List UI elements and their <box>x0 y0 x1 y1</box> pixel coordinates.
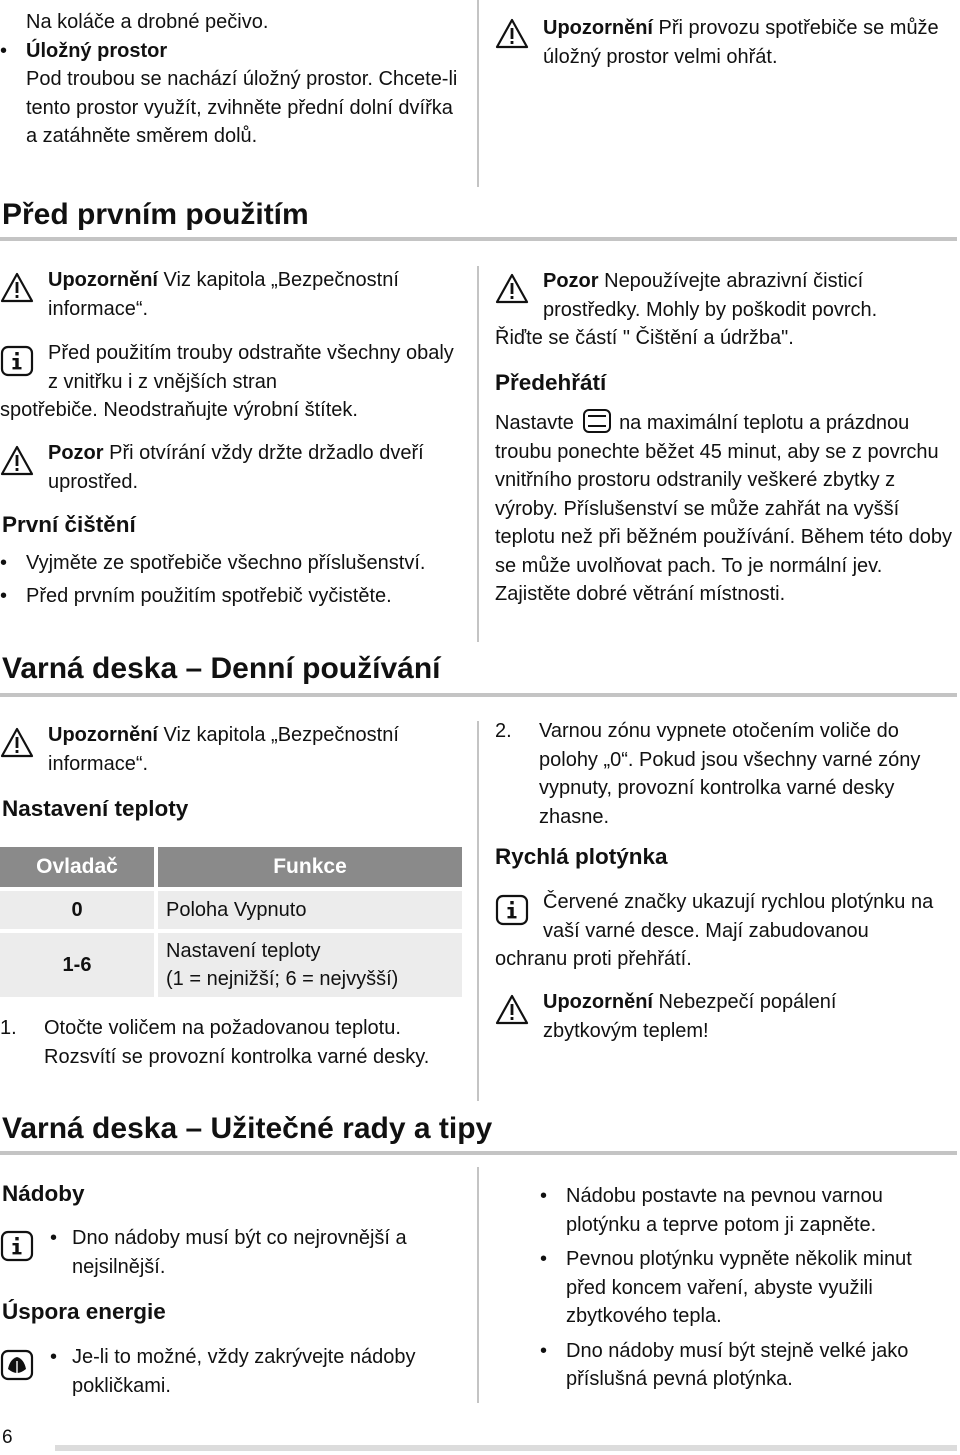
section-title-daily-use: Varná deska – Denní používání <box>2 652 441 685</box>
table-cell-function <box>154 933 462 1001</box>
first-cleaning-title: První čištění <box>2 512 136 537</box>
table-header-row <box>0 847 462 891</box>
table-row <box>0 933 462 1001</box>
info-text-continued: ochranu proti přehřátí. <box>495 948 692 970</box>
energy-saving-title: Úspora energie <box>2 1299 166 1324</box>
storage-warning <box>495 14 945 71</box>
section-rule <box>0 693 957 697</box>
warning-label: Upozornění <box>48 269 158 291</box>
residual-heat-warning <box>495 988 915 1045</box>
warning-icon <box>495 273 529 305</box>
warning-icon <box>495 18 529 50</box>
list-item: • Vyjměte ze spotřebiče všechno příslušenství. <box>0 549 455 578</box>
tips-list <box>540 1182 957 1394</box>
abrasive-caution <box>495 267 957 353</box>
step-number: 1. <box>0 1017 17 1039</box>
section-rule <box>0 1151 957 1155</box>
packaging-info <box>0 339 460 425</box>
warning-icon <box>495 994 529 1026</box>
table-header-control: Ovladač <box>0 847 154 891</box>
pastry-line: Na koláče a drobné pečivo. <box>26 11 269 33</box>
warning-text: Viz kapitola „Bezpečnostní informace“. <box>48 724 399 775</box>
warning-label: Upozornění <box>48 724 158 746</box>
page-number: 6 <box>2 1427 13 1448</box>
info-text: Před použitím trouby odstraňte všechny obaly z vnitřku i z vnějších stran <box>48 342 454 393</box>
preheat-title: Předehřátí <box>495 370 607 395</box>
daily-use-warning <box>0 721 460 778</box>
warning-text: Viz kapitola „Bezpečnostní informace“. <box>48 269 399 320</box>
function-line: (1 = nejnižší; 6 = nejvyšší) <box>166 968 399 990</box>
pots-title: Nádoby <box>2 1181 85 1206</box>
warning-label: Upozornění <box>543 17 653 39</box>
cleaning-reference: Řiďte se částí " Čištění a údržba". <box>495 327 794 349</box>
list-item: • Pevnou plotýnku vypněte několik minut před koncem vaření, abyste využili zbytkového tepla. <box>540 1245 957 1331</box>
storage-bullet <box>0 37 460 151</box>
storage-title: Úložný prostor <box>26 39 168 62</box>
column-divider <box>477 0 479 187</box>
function-line: Nastavení teploty <box>166 939 321 962</box>
preheat-text-start: Nastavte <box>495 412 574 434</box>
column-divider <box>477 266 479 642</box>
column-divider <box>477 721 479 1101</box>
control-table <box>0 847 462 1001</box>
step-2 <box>495 717 957 831</box>
warning-label: Upozornění <box>543 991 653 1013</box>
caution-text: Nepoužívejte abrazivní čisticí prostředky. Mohly by poškodit povrch. <box>543 270 878 321</box>
safety-warning <box>0 266 460 323</box>
warning-icon <box>0 272 34 304</box>
info-text-continued: spotřebiče. Neodstraňujte výrobní štítek. <box>0 399 358 421</box>
storage-text: Pod troubou se nachází úložný prostor. Chcete-li tento prostor využít, zvihněte přední dolní dvířka a zatáhněte směrem dolů. <box>26 68 458 147</box>
table-row <box>0 891 462 933</box>
pots-tip <box>0 1224 460 1281</box>
list-item: • Před prvním použitím spotřebič vyčistěte. <box>0 582 455 611</box>
step-text: Otočte voličem na požadovanou teplotu. Rozsvítí se provozní kontrolka varné desky. <box>44 1017 430 1068</box>
list-item: • Dno nádoby musí být co nejrovnější a nejsilnější. <box>0 1224 460 1281</box>
footer-bar <box>55 1445 957 1451</box>
column-divider <box>477 1167 479 1403</box>
rapid-plate-info <box>495 888 957 974</box>
step-number: 2. <box>495 720 512 742</box>
preheat-text <box>495 408 957 609</box>
warning-text: Nebezpečí popálení zbytkovým teplem! <box>543 991 837 1042</box>
step-1 <box>0 1014 460 1071</box>
table-header-function: Funkce <box>154 847 462 891</box>
info-icon <box>0 345 34 377</box>
caution-label: Pozor <box>48 442 104 464</box>
warning-icon <box>0 445 34 477</box>
warning-icon <box>0 727 34 759</box>
table-cell-key: 0 <box>0 891 154 933</box>
table-cell-function: Poloha Vypnuto <box>154 891 462 933</box>
storage-block <box>0 8 460 151</box>
preheat-text-rest: na maximální teplotu a prázdnou troubu ponechte běžet 45 minut, aby se z povrchu vnitřního prostoru odstranily veškeré zbytky z výroby. Příslušenství se může zahřát na vyšší teplotu než při běžném používání. Během této doby se může uvolňovat pach. To je normální jev. Zajistěte dobré větrání místnosti. <box>495 412 952 605</box>
table-cell-key: 1-6 <box>0 933 154 1001</box>
info-icon <box>495 894 529 926</box>
first-cleaning-list <box>0 549 455 610</box>
info-text: Červené značky ukazují rychlou plotýnku na vaší varné desce. Mají zabudovanou <box>543 891 934 942</box>
section-title-tips: Varná deska – Užitečné rady a tipy <box>2 1112 493 1145</box>
caution-text: Při otvírání vždy držte držadlo dveří uprostřed. <box>48 442 424 493</box>
section-rule <box>0 237 957 241</box>
oven-mode-icon <box>582 408 612 434</box>
list-item: • Dno nádoby musí být stejně velké jako příslušná pevná plotýnka. <box>540 1337 957 1394</box>
step-text: Varnou zónu vypnete otočením voliče do polohy „0“. Pokud jsou všechny varné zóny vypnuty, provozní kontrolka varné desky zhasne. <box>539 720 921 828</box>
energy-tip <box>0 1343 460 1400</box>
door-caution <box>0 439 460 496</box>
caution-label: Pozor <box>543 270 599 292</box>
list-item: • Nádobu postavte na pevnou varnou plotýnku a teprve potom ji zapněte. <box>540 1182 957 1239</box>
warning-text: Při provozu spotřebiče se může úložný prostor velmi ohřát. <box>543 17 939 68</box>
section-title-first-use: Před prvním použitím <box>2 198 309 231</box>
temperature-setting-title: Nastavení teploty <box>2 796 189 821</box>
list-item: • Je-li to možné, vždy zakrývejte nádoby pokličkami. <box>0 1343 460 1400</box>
rapid-plate-title: Rychlá plotýnka <box>495 844 668 869</box>
